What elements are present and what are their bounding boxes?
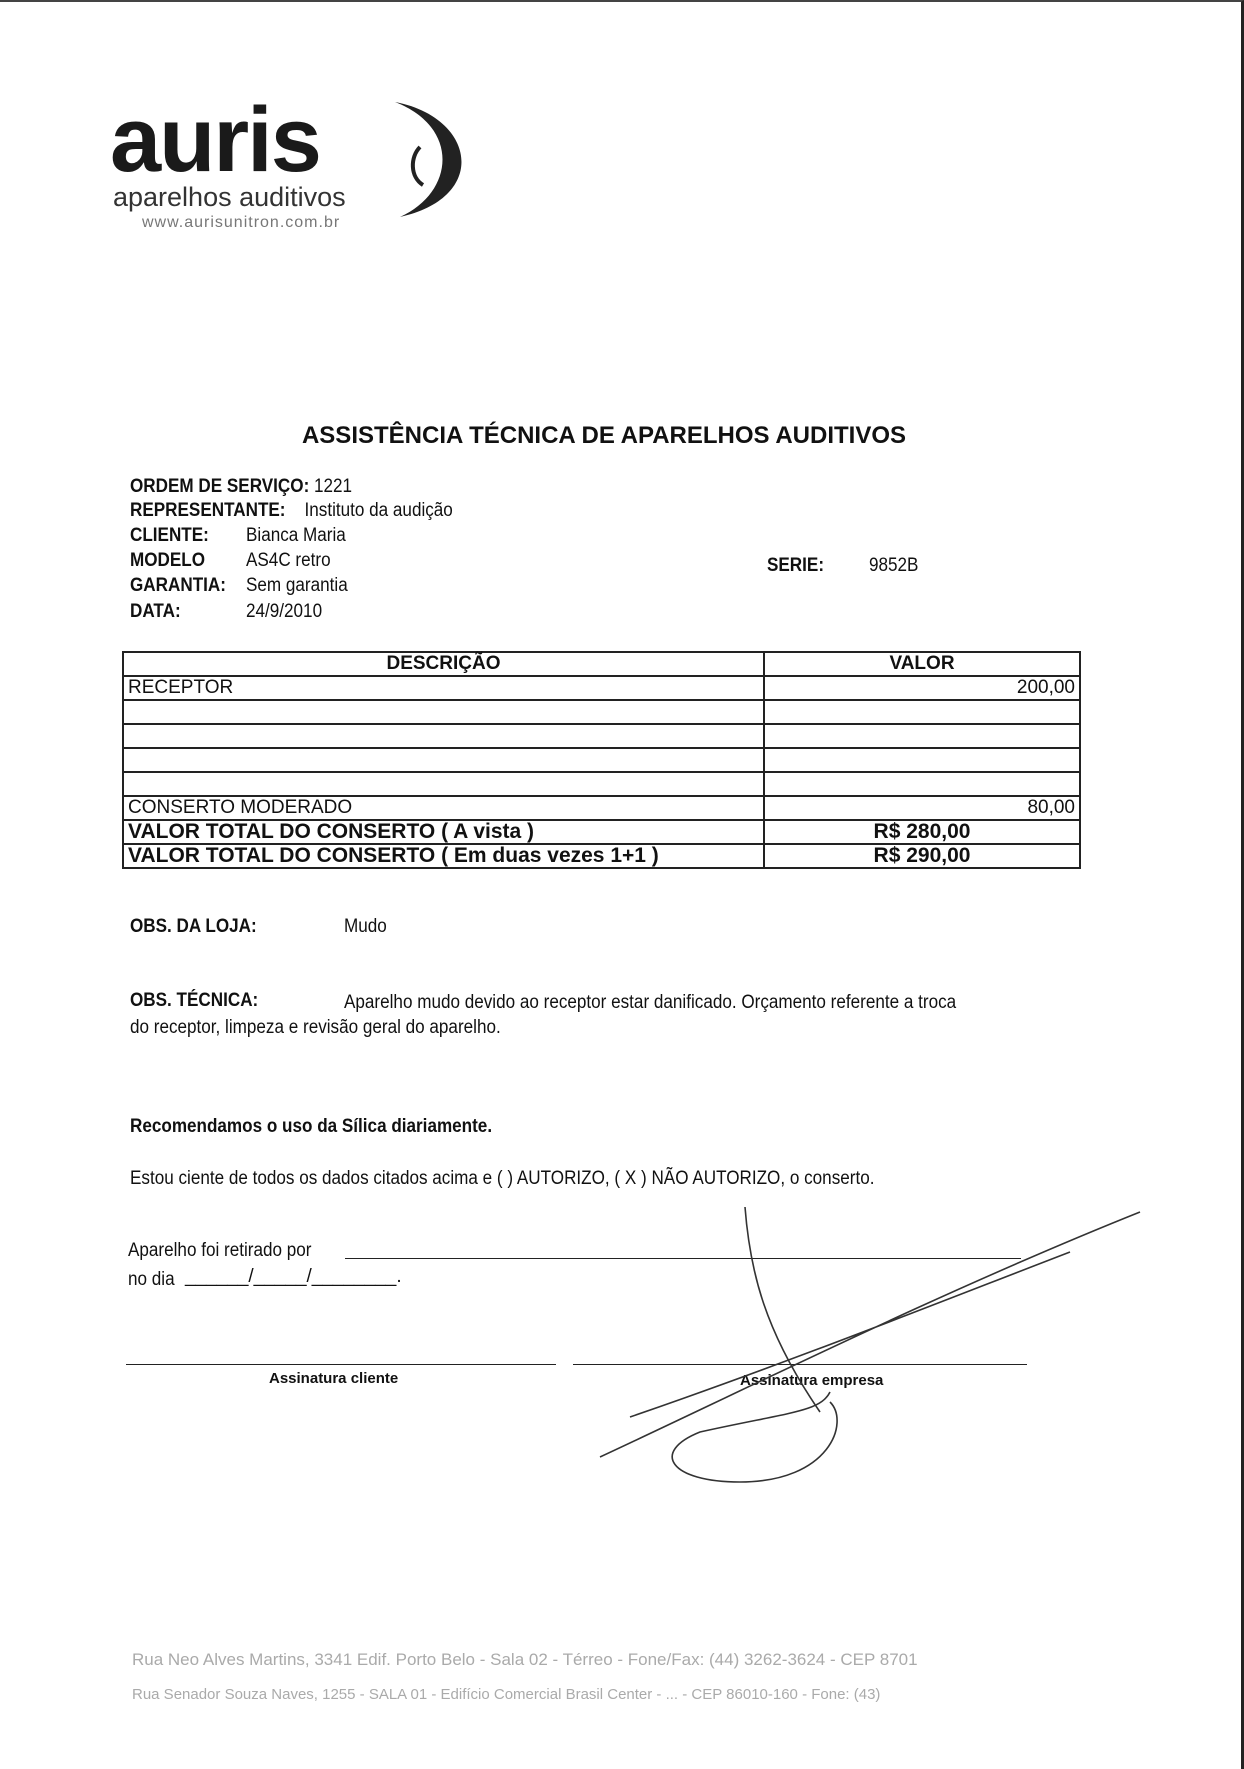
row-desc (123, 724, 764, 748)
handwritten-signature (590, 1192, 1150, 1492)
header-valor: VALOR (764, 652, 1080, 676)
row-desc: CONSERTO MODERADO (123, 796, 764, 820)
obs-tecnica-line2: do receptor, limpeza e revisão geral do aparelho. (130, 1017, 501, 1038)
row-value (764, 724, 1080, 748)
total-row (123, 844, 1080, 868)
row-desc (123, 748, 764, 772)
modelo-label: MODELO (130, 550, 206, 571)
row-value (764, 772, 1080, 796)
ordem-value: 1221 (314, 476, 353, 497)
row-value (764, 748, 1080, 772)
row-desc (123, 772, 764, 796)
no-dia-label: no dia (128, 1269, 175, 1290)
cliente-label: CLIENTE: (130, 525, 209, 546)
logo-sound-wave-icon (385, 97, 485, 222)
client-signature-label: Assinatura cliente (269, 1370, 399, 1387)
logo-wordmark: auris (110, 89, 320, 191)
table-row (123, 748, 1080, 772)
total-row (123, 820, 1080, 844)
representante-value: Instituto da audição (304, 500, 453, 521)
footer-address-2: Rua Senador Souza Naves, 1255 - SALA 01 - Edifício Comercial Brasil Center - ... - CEP 86010-160 - Fone: (43) (132, 1686, 881, 1703)
garantia-value: Sem garantia (246, 575, 348, 596)
row-value (764, 700, 1080, 724)
data-label: DATA: (130, 601, 181, 622)
row-desc (123, 700, 764, 724)
row-value: 80,00 (764, 796, 1080, 820)
table-row (123, 700, 1080, 724)
footer-address-1: Rua Neo Alves Martins, 3341 Edif. Porto Belo - Sala 02 - Térreo - Fone/Fax: (44) 3262-3624 - CEP 8701 (132, 1650, 918, 1669)
total-value: R$ 280,00 (764, 820, 1080, 844)
total-desc: VALOR TOTAL DO CONSERTO ( A vista ) (123, 820, 764, 844)
table-row (123, 772, 1080, 796)
obs-loja-value: Mudo (344, 916, 387, 937)
date-blank: ______/_____/________. (185, 1266, 402, 1287)
data-value: 24/9/2010 (246, 601, 323, 622)
company-signature-label: Assinatura empresa (740, 1372, 884, 1389)
logo-tagline: aparelhos auditivos (113, 182, 346, 212)
header-descricao: DESCRIÇÃO (123, 652, 764, 676)
modelo-value: AS4C retro (246, 550, 331, 571)
garantia-label: GARANTIA: (130, 575, 226, 596)
autorizacao-statement: Estou ciente de todos os dados citados acima e ( ) AUTORIZO, ( X ) NÃO AUTORIZO, o conserto. (130, 1168, 875, 1189)
serie-value: 9852B (869, 555, 919, 576)
serie-label: SERIE: (767, 555, 825, 576)
total-desc: VALOR TOTAL DO CONSERTO ( Em duas vezes 1+1 ) (123, 844, 764, 868)
table-row (123, 724, 1080, 748)
service-table (122, 651, 1081, 869)
table-row (123, 796, 1080, 820)
obs-tecnica-label: OBS. TÉCNICA: (130, 990, 259, 1011)
row-value: 200,00 (764, 676, 1080, 700)
total-value: R$ 290,00 (764, 844, 1080, 868)
client-signature-line (126, 1364, 556, 1365)
table-row (123, 676, 1080, 700)
cliente-value: Bianca Maria (246, 525, 346, 546)
retirado-label: Aparelho foi retirado por (128, 1240, 312, 1261)
obs-loja-label: OBS. DA LOJA: (130, 916, 257, 937)
obs-tecnica-line1: Aparelho mudo devido ao receptor estar danificado. Orçamento referente a troca (344, 992, 957, 1013)
recomendacao: Recomendamos o uso da Sílica diariamente. (130, 1116, 493, 1137)
logo-url: www.aurisunitron.com.br (142, 214, 341, 231)
representante-label: REPRESENTANTE: (130, 500, 286, 521)
row-desc: RECEPTOR (123, 676, 764, 700)
ordem-label: ORDEM DE SERVIÇO: (130, 476, 310, 497)
page-title: ASSISTÊNCIA TÉCNICA DE APARELHOS AUDITIVOS (301, 422, 907, 449)
